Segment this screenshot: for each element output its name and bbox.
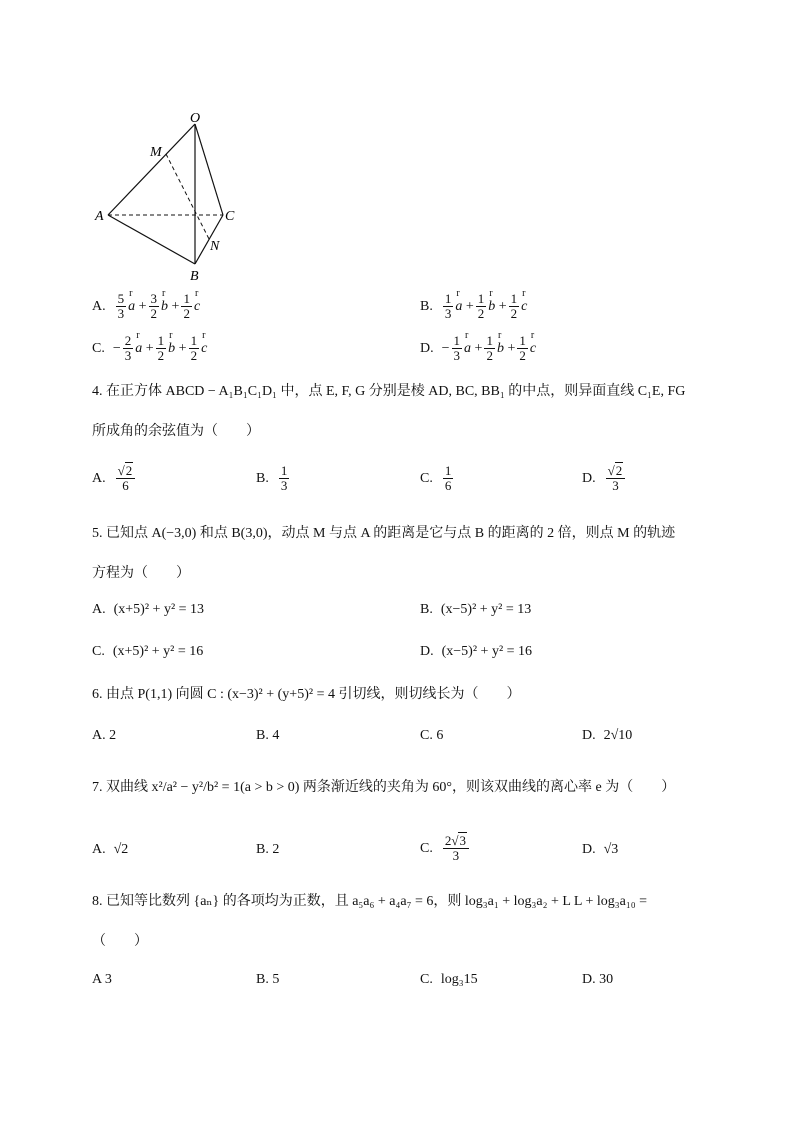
fraction: $\frac{2√3}{3}$ bbox=[443, 834, 469, 863]
fraction: $\frac{1}{2}$ bbox=[183, 291, 190, 321]
option-label: C. bbox=[420, 972, 433, 987]
q4-option-c[interactable] bbox=[420, 464, 455, 493]
option-label: A. bbox=[92, 602, 106, 617]
fraction: $\frac{1}{3}$ bbox=[453, 333, 461, 363]
option-label: B. bbox=[420, 602, 433, 617]
fraction: $\frac{√2}{3}$ bbox=[606, 464, 626, 493]
q3-option-b[interactable]: B. $\frac{1}{3}$ r a + $\frac{1}{2}$ r b + $\frac{1}{2}$ r c bbox=[420, 292, 527, 321]
option-text: (x−5)² + y² = 16 bbox=[441, 644, 533, 659]
option-label: D. bbox=[582, 728, 596, 743]
q6-option-c[interactable] bbox=[420, 728, 443, 744]
q6-option-d[interactable] bbox=[582, 728, 632, 744]
option-text: B. 4 bbox=[256, 728, 280, 743]
tetrahedron-figure bbox=[90, 108, 250, 284]
q8-option-a[interactable] bbox=[92, 972, 112, 988]
option-text: A 3 bbox=[92, 972, 112, 987]
q5-option-a[interactable] bbox=[92, 602, 204, 618]
option-label: C. bbox=[92, 644, 105, 659]
option-label: C. bbox=[420, 840, 433, 856]
option-text: 2√10 bbox=[603, 728, 633, 743]
option-label: A. bbox=[92, 470, 106, 486]
fraction: $\frac{1}{6}$ bbox=[444, 463, 452, 493]
label-N: N bbox=[210, 239, 220, 254]
edge-OC bbox=[195, 124, 223, 215]
q8-option-b[interactable] bbox=[256, 972, 279, 988]
option-label: D. bbox=[582, 842, 596, 857]
option-label: A. bbox=[92, 842, 106, 857]
option-label: C. bbox=[92, 340, 105, 356]
fraction: $\frac{1}{2}$ bbox=[486, 333, 493, 363]
fraction: $\frac{2}{3}$ bbox=[124, 333, 132, 363]
q8-stem-line2: （ ） bbox=[92, 934, 148, 949]
option-text: A. 2 bbox=[92, 728, 117, 743]
fraction: $\frac{1}{2}$ bbox=[519, 333, 526, 363]
q5-stem-line2: 方程为（ ） bbox=[92, 566, 190, 581]
option-text: D. 30 bbox=[582, 972, 614, 987]
option-text: (x+5)² + y² = 16 bbox=[112, 644, 204, 659]
q3-option-d[interactable]: D. − $\frac{1}{3}$ r a + $\frac{1}{2}$ r b + $\frac{1}{2}$ r c bbox=[420, 334, 536, 363]
q6-stem: 6. 由点 P(1,1) 向圆 C : (x−3)² + (y+5)² = 4 引切线，则切线长为（ ） bbox=[92, 687, 521, 702]
q5-option-b[interactable] bbox=[420, 602, 531, 618]
label-C: C bbox=[225, 209, 235, 224]
label-B: B bbox=[190, 269, 199, 284]
q8-option-c[interactable] bbox=[420, 972, 478, 988]
fraction: $\frac{1}{2}$ bbox=[477, 291, 485, 321]
fraction: $\frac{1}{2}$ bbox=[190, 333, 198, 363]
q5-option-d[interactable] bbox=[420, 644, 532, 660]
q4-stem-line1: 4. 在正方体 ABCD − A₁B₁C₁D₁ 中，点 E, F, G 分别是棱 AD, BC, BB₁ 的中点，则异面直线 C₁E, FG bbox=[92, 384, 686, 399]
fraction: $\frac{√2}{6}$ bbox=[116, 464, 136, 493]
q7-stem: 7. 双曲线 x²/a² − y²/b² = 1(a > b > 0) 两条渐近线的夹角为 60°，则该双曲线的离心率 e 为（ ） bbox=[92, 780, 676, 795]
edge-OA bbox=[108, 124, 195, 215]
option-label: D. bbox=[582, 470, 596, 486]
q7-option-a[interactable] bbox=[92, 842, 128, 858]
label-O: O bbox=[190, 111, 201, 126]
option-text: C. 6 bbox=[420, 728, 444, 743]
q4-stem-line2: 所成角的余弦值为（ ） bbox=[92, 424, 260, 439]
fraction: $\frac{1}{3}$ bbox=[444, 291, 452, 321]
fraction: $\frac{5}{3}$ bbox=[117, 291, 125, 321]
option-label: A. bbox=[92, 298, 106, 314]
q7-option-b[interactable] bbox=[256, 842, 279, 858]
q4-option-b[interactable] bbox=[256, 464, 291, 493]
option-label: B. bbox=[256, 470, 269, 486]
option-label: D. bbox=[420, 340, 434, 356]
option-label: B. bbox=[420, 298, 433, 314]
option-text: (x+5)² + y² = 13 bbox=[113, 602, 205, 617]
q6-option-a[interactable] bbox=[92, 728, 116, 744]
option-text: log₃15 bbox=[440, 972, 478, 987]
q8-option-d[interactable] bbox=[582, 972, 613, 988]
option-text: √3 bbox=[603, 842, 619, 857]
option-text: (x−5)² + y² = 13 bbox=[440, 602, 532, 617]
label-A: A bbox=[95, 209, 104, 224]
fraction: $\frac{1}{2}$ bbox=[510, 291, 518, 321]
fraction: $\frac{1}{2}$ bbox=[157, 333, 165, 363]
edge-AB bbox=[108, 215, 195, 264]
fraction: $\frac{1}{3}$ bbox=[280, 463, 288, 493]
option-label: C. bbox=[420, 470, 433, 486]
q4-option-d[interactable] bbox=[582, 464, 627, 493]
q8-stem-line1: 8. 已知等比数列 {aₙ} 的各项均为正数，且 a₅a₆ + a₄a₇ = 6，则 log₃a₁ + log₃a₂ + L L + log₃a₁₀ = bbox=[92, 894, 648, 909]
q3-option-a[interactable]: A. $\frac{5}{3}$ r a + $\frac{3}{2}$ r b + $\frac{1}{2}$ r c bbox=[92, 292, 200, 321]
fraction: $\frac{3}{2}$ bbox=[150, 291, 158, 321]
q4-option-a[interactable] bbox=[92, 464, 137, 493]
q7-option-c[interactable] bbox=[420, 834, 471, 863]
option-text: √2 bbox=[113, 842, 129, 857]
q5-option-c[interactable] bbox=[92, 644, 203, 660]
segment-MN-hidden bbox=[166, 154, 209, 239]
q3-option-c[interactable]: C. − $\frac{2}{3}$ r a + $\frac{1}{2}$ r b + $\frac{1}{2}$ r c bbox=[92, 334, 207, 363]
label-M: M bbox=[150, 145, 162, 160]
q5-stem-line1: 5. 已知点 A(−3,0) 和点 B(3,0)，动点 M 与点 A 的距离是它与点 B 的距离的 2 倍，则点 M 的轨迹 bbox=[92, 526, 676, 541]
q7-option-d[interactable] bbox=[582, 842, 618, 858]
option-label: D. bbox=[420, 644, 434, 659]
option-text: B. 2 bbox=[256, 842, 280, 857]
option-text: B. 5 bbox=[256, 972, 280, 987]
q6-option-b[interactable] bbox=[256, 728, 279, 744]
